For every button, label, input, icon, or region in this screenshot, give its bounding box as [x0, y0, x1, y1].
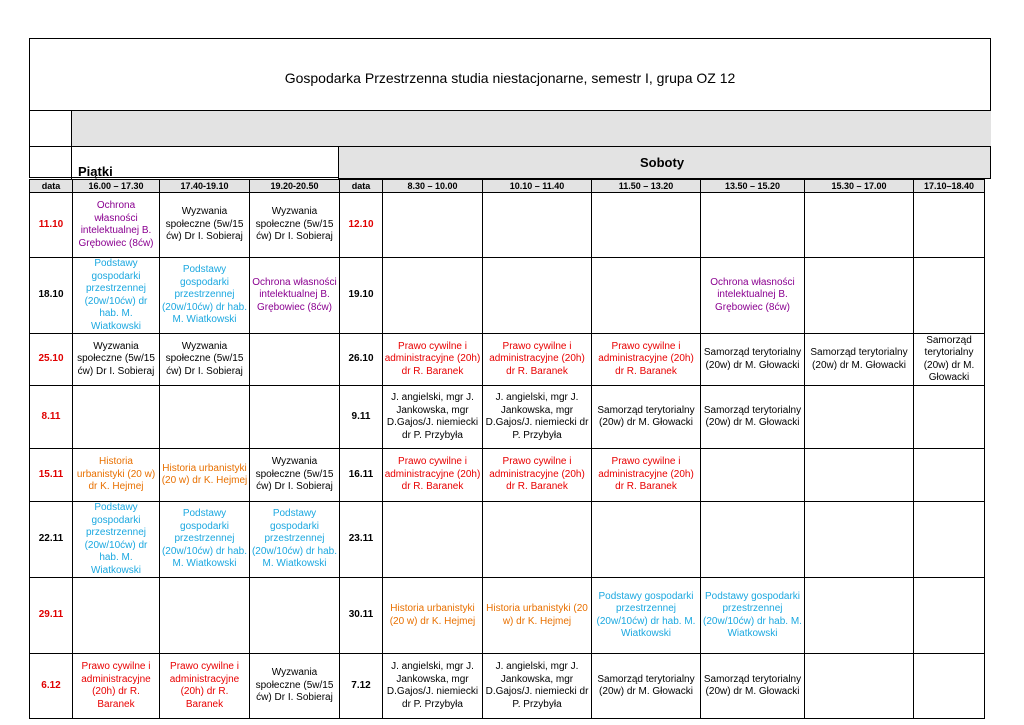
table-row — [30, 578, 985, 654]
column-header: 11.50 – 13.20 — [592, 180, 701, 193]
class-cell: Samorząd terytorialny (20w) dr M. Głowacki — [701, 334, 805, 386]
class-cell: Historia urbanistyki (20 w) dr K. Hejmej — [383, 578, 483, 654]
saturday-date: 9.11 — [340, 386, 383, 449]
class-cell: Podstawy gospodarki przestrzennej (20w/10ćw) dr hab. M. Wiatkowski — [701, 578, 805, 654]
class-cell — [383, 193, 483, 258]
saturday-date: 16.11 — [340, 449, 383, 502]
class-cell — [914, 193, 985, 258]
class-cell: Wyzwania społeczne (5w/15 ćw) Dr I. Sobieraj — [160, 334, 250, 386]
column-header: 8.30 – 10.00 — [383, 180, 483, 193]
class-cell — [383, 258, 483, 334]
header-row — [30, 180, 985, 193]
class-cell — [701, 502, 805, 578]
table-row — [30, 258, 985, 334]
friday-date: 29.11 — [30, 578, 73, 654]
class-cell: Prawo cywilne i administracyjne (20h) dr R. Baranek — [160, 654, 250, 719]
class-cell — [483, 193, 592, 258]
class-cell: J. angielski, mgr J. Jankowska, mgr D.Gajos/J. niemiecki dr P. Przybyła — [483, 386, 592, 449]
class-cell — [592, 193, 701, 258]
class-cell — [701, 449, 805, 502]
column-header: 15.30 – 17.00 — [805, 180, 914, 193]
class-cell: Samorząd terytorialny (20w) dr M. Głowacki — [805, 334, 914, 386]
class-cell — [483, 258, 592, 334]
schedule-table — [29, 179, 985, 719]
class-cell — [701, 193, 805, 258]
column-header: 10.10 – 11.40 — [483, 180, 592, 193]
column-header: 13.50 – 15.20 — [701, 180, 805, 193]
column-header: data — [30, 180, 73, 193]
class-cell: Prawo cywilne i administracyjne (20h) dr R. Baranek — [383, 334, 483, 386]
class-cell — [250, 386, 340, 449]
class-cell: Wyzwania społeczne (5w/15 ćw) Dr I. Sobieraj — [250, 193, 340, 258]
friday-date: 15.11 — [30, 449, 73, 502]
friday-date: 18.10 — [30, 258, 73, 334]
class-cell: Podstawy gospodarki przestrzennej (20w/10ćw) dr hab. M. Wiatkowski — [73, 502, 160, 578]
table-row — [30, 654, 985, 719]
class-cell: Samorząd terytorialny (20w) dr M. Głowacki — [914, 334, 985, 386]
class-cell — [592, 502, 701, 578]
class-cell — [250, 578, 340, 654]
class-cell: Podstawy gospodarki przestrzennej (20w/10ćw) dr hab. M. Wiatkowski — [250, 502, 340, 578]
class-cell — [914, 449, 985, 502]
class-cell: Historia urbanistyki (20 w) dr K. Hejmej — [160, 449, 250, 502]
class-cell: Podstawy gospodarki przestrzennej (20w/10ćw) dr hab. M. Wiatkowski — [73, 258, 160, 334]
class-cell: Ochrona własności intelektualnej B. Grębowiec (8ćw) — [250, 258, 340, 334]
table-row — [30, 502, 985, 578]
class-cell — [805, 578, 914, 654]
class-cell — [160, 578, 250, 654]
column-header: 16.00 – 17.30 — [73, 180, 160, 193]
class-cell — [805, 449, 914, 502]
class-cell — [914, 258, 985, 334]
saturday-date: 30.11 — [340, 578, 383, 654]
saturdays-label: Soboty — [640, 155, 685, 170]
friday-date: 6.12 — [30, 654, 73, 719]
column-header: data — [340, 180, 383, 193]
class-cell: Wyzwania społeczne (5w/15 ćw) Dr I. Sobieraj — [250, 654, 340, 719]
saturday-date: 12.10 — [340, 193, 383, 258]
class-cell: Ochrona własności intelektualnej B. Grębowiec (8ćw) — [73, 193, 160, 258]
page-title: Gospodarka Przestrzenna studia niestacjonarne, semestr I, grupa OZ 12 — [284, 70, 736, 86]
class-cell — [914, 502, 985, 578]
saturday-date: 7.12 — [340, 654, 383, 719]
table-row — [30, 386, 985, 449]
class-cell — [914, 386, 985, 449]
table-row — [30, 334, 985, 386]
class-cell — [160, 386, 250, 449]
class-cell: Historia urbanistyki (20 w) dr K. Hejmej — [73, 449, 160, 502]
class-cell — [914, 654, 985, 719]
header-band — [71, 111, 991, 146]
class-cell — [914, 578, 985, 654]
class-cell — [805, 654, 914, 719]
fridays-label: Piątki — [78, 164, 113, 179]
class-cell: Samorząd terytorialny (20w) dr M. Głowacki — [592, 386, 701, 449]
divider — [71, 146, 72, 179]
class-cell: Samorząd terytorialny (20w) dr M. Głowacki — [701, 386, 805, 449]
class-cell — [805, 386, 914, 449]
class-cell: Prawo cywilne i administracyjne (20h) dr R. Baranek — [592, 334, 701, 386]
class-cell — [592, 258, 701, 334]
class-cell — [73, 578, 160, 654]
divider — [29, 146, 339, 147]
column-header: 17.10–18.40 — [914, 180, 985, 193]
class-cell: Podstawy gospodarki przestrzennej (20w/10ćw) dr hab. M. Wiatkowski — [160, 258, 250, 334]
class-cell — [73, 386, 160, 449]
class-cell — [805, 258, 914, 334]
class-cell: Prawo cywilne i administracyjne (20h) dr R. Baranek — [73, 654, 160, 719]
friday-date: 8.11 — [30, 386, 73, 449]
class-cell: Podstawy gospodarki przestrzennej (20w/10ćw) dr hab. M. Wiatkowski — [160, 502, 250, 578]
class-cell: Samorząd terytorialny (20w) dr M. Głowacki — [592, 654, 701, 719]
friday-date: 22.11 — [30, 502, 73, 578]
saturday-date: 23.11 — [340, 502, 383, 578]
class-cell — [805, 502, 914, 578]
class-cell: J. angielski, mgr J. Jankowska, mgr D.Gajos/J. niemiecki dr P. Przybyła — [483, 654, 592, 719]
class-cell — [383, 502, 483, 578]
class-cell: Prawo cywilne i administracyjne (20h) dr R. Baranek — [483, 449, 592, 502]
class-cell: Samorząd terytorialny (20w) dr M. Głowacki — [701, 654, 805, 719]
saturday-date: 19.10 — [340, 258, 383, 334]
class-cell: Historia urbanistyki (20 w) dr K. Hejmej — [483, 578, 592, 654]
class-cell: Wyzwania społeczne (5w/15 ćw) Dr I. Sobieraj — [73, 334, 160, 386]
column-header: 19.20-20.50 — [250, 180, 340, 193]
class-cell: J. angielski, mgr J. Jankowska, mgr D.Gajos/J. niemiecki dr P. Przybyła — [383, 386, 483, 449]
saturday-date: 26.10 — [340, 334, 383, 386]
class-cell: Prawo cywilne i administracyjne (20h) dr R. Baranek — [483, 334, 592, 386]
class-cell: J. angielski, mgr J. Jankowska, mgr D.Gajos/J. niemiecki dr P. Przybyła — [383, 654, 483, 719]
class-cell: Prawo cywilne i administracyjne (20h) dr R. Baranek — [592, 449, 701, 502]
class-cell — [483, 502, 592, 578]
column-header: 17.40-19.10 — [160, 180, 250, 193]
class-cell: Podstawy gospodarki przestrzennej (20w/10ćw) dr hab. M. Wiatkowski — [592, 578, 701, 654]
class-cell: Wyzwania społeczne (5w/15 ćw) Dr I. Sobieraj — [160, 193, 250, 258]
friday-date: 11.10 — [30, 193, 73, 258]
friday-date: 25.10 — [30, 334, 73, 386]
class-cell: Prawo cywilne i administracyjne (20h) dr R. Baranek — [383, 449, 483, 502]
table-row — [30, 193, 985, 258]
class-cell: Ochrona własności intelektualnej B. Grębowiec (8ćw) — [701, 258, 805, 334]
class-cell — [805, 193, 914, 258]
table-row — [30, 449, 985, 502]
class-cell: Wyzwania społeczne (5w/15 ćw) Dr I. Sobieraj — [250, 449, 340, 502]
class-cell — [250, 334, 340, 386]
